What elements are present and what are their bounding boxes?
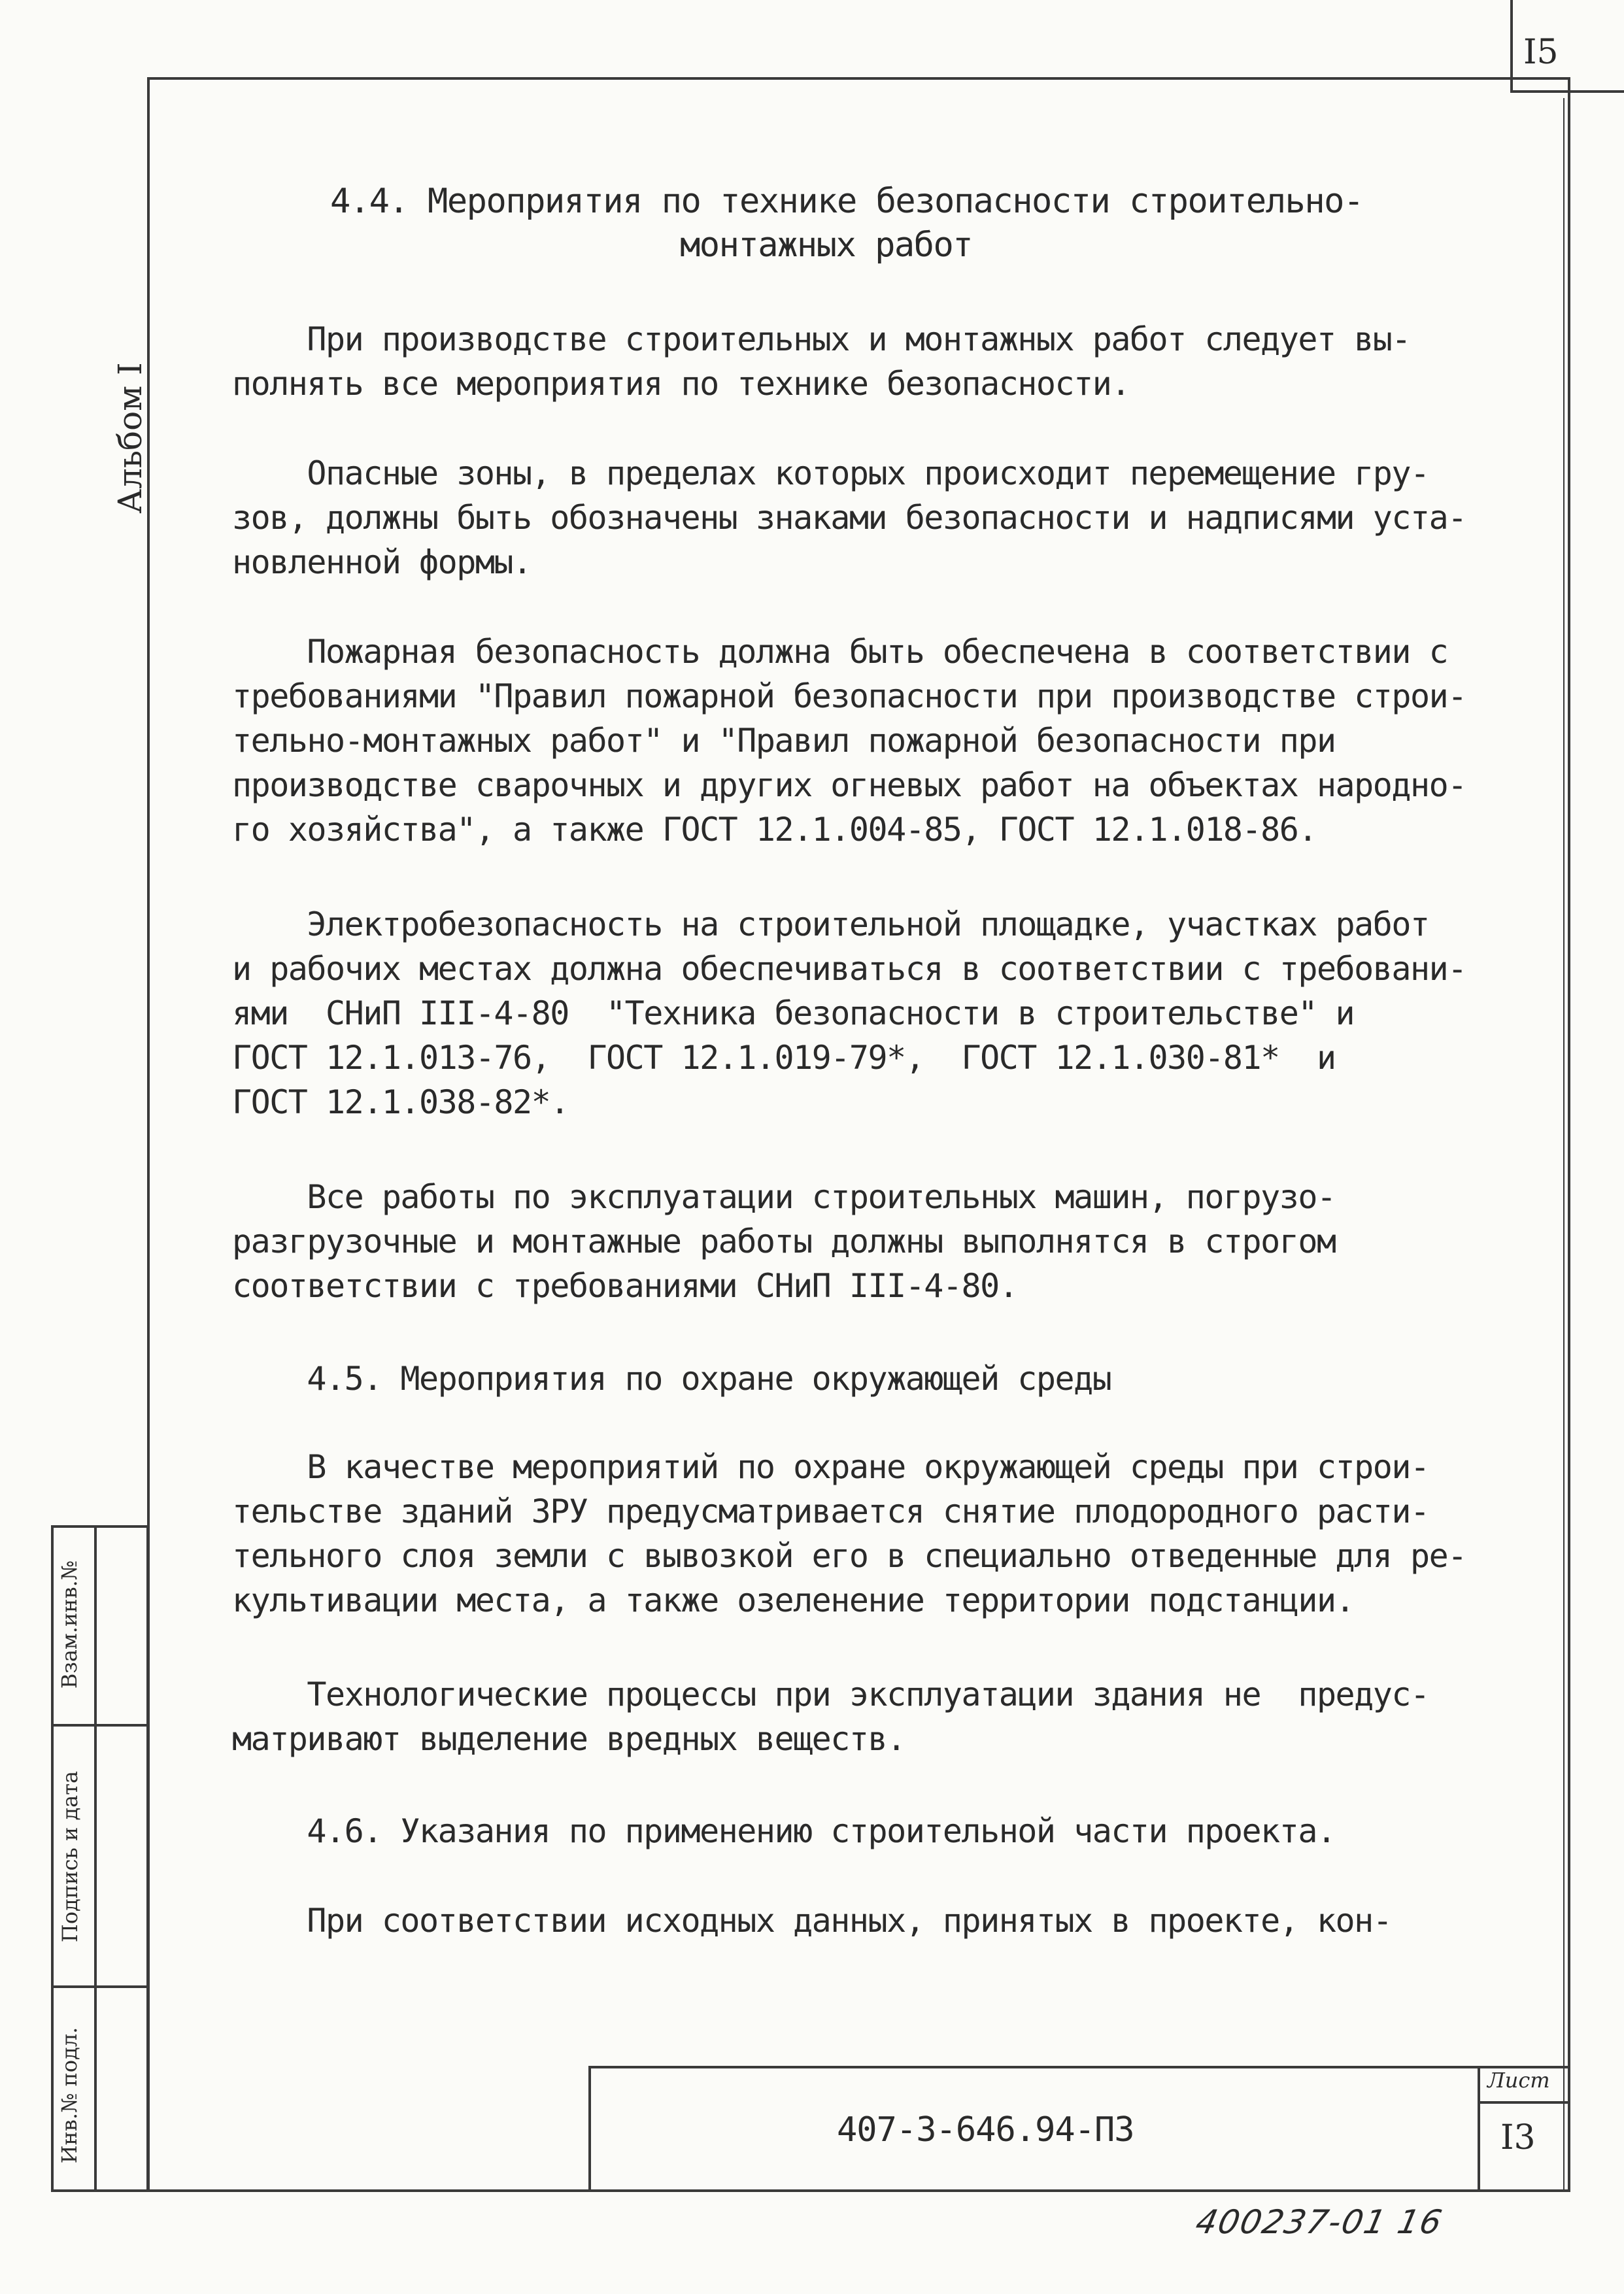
title-block-sheet-row bbox=[1478, 2101, 1568, 2104]
stamp-podpis-data: Подпись и дата bbox=[58, 1770, 82, 1943]
stamp-vzam-inv: Взам.инв.№ bbox=[57, 1560, 82, 1689]
handwritten-number: 400237-01 16 bbox=[1192, 2203, 1447, 2241]
paragraph-5: Все работы по эксплуатации строительных машин, погрузо- разгрузочные и монтажные работы должны выполнятся в строгом соответствии с требованиями СНиП III-4-80. bbox=[232, 1178, 1336, 1305]
title-block-divider bbox=[1478, 2068, 1480, 2189]
paragraph-3: Пожарная безопасность должна быть обеспечена в соответствии с требованиями "Правил пожарной безопасности при производстве строи- тельно-монтажных работ" и "Правил пожарной безопасности при производстве сварочных и других огневых работ на объектах народно- го хозяйства", а также ГОСТ 12.1.004-85, ГОСТ 12.1.018-86. bbox=[232, 633, 1466, 849]
doc-code: 407-3-646.94-ПЗ bbox=[837, 2110, 1134, 2150]
paragraph-1: При производстве строительных и монтажных работ следует вы- полнять все мероприятия по технике безопасности. bbox=[232, 320, 1410, 403]
stamp-inv-podl: Инв.№ подл. bbox=[57, 2027, 82, 2164]
frame-right-double bbox=[1563, 98, 1565, 2190]
paragraph-8: При соответствии исходных данных, принятых в проекте, кон- bbox=[232, 1902, 1392, 1940]
album-label: Альбом I bbox=[111, 362, 149, 514]
heading-4-6: 4.6. Указания по применению строительной части проекта. bbox=[232, 1812, 1336, 1850]
sheet-label: Лист bbox=[1487, 2068, 1550, 2093]
sheet-number: I3 bbox=[1500, 2118, 1536, 2157]
paragraph-6: В качестве мероприятий по охране окружающей среды при строи- тельстве зданий ЗРУ предусматривается снятие плодородного расти- тельного слоя земли с вывозкой его в специально отведенные для ре- культивации места, а также озеленение территории подстанции. bbox=[232, 1448, 1466, 1619]
paragraph-2: Опасные зоны, в пределах которых происходит перемещение гру- зов, должны быть обозначены знаками безопасности и надписями уста- новленной формы. bbox=[232, 454, 1466, 581]
side-stamp-divider bbox=[94, 1528, 97, 2189]
paragraph-4: Электробезопасность на строительной площадке, участках работ и рабочих местах должна обеспечиваться в соответствии с требовани- ями СНиП III-4-80 "Техника безопасности в строительстве" и ГОСТ 12.1.013-76, ГОСТ 12.1.019-79*, ГОСТ 12.1.030-81* и ГОСТ 12.1.038-82*. bbox=[232, 905, 1466, 1121]
heading-4-4-line2: монтажных работ bbox=[680, 226, 973, 265]
heading-4-5: 4.5. Мероприятия по охране окружающей среды bbox=[232, 1360, 1111, 1398]
heading-4-4-line1: 4.4. Мероприятия по технике безопасности строительно- bbox=[330, 182, 1363, 221]
corner-sheet-number: I5 bbox=[1523, 33, 1559, 72]
side-stamp-row1 bbox=[54, 1724, 146, 1727]
paragraph-7: Технологические процессы при эксплуатации здания не предус- матривают выделение вредных веществ. bbox=[232, 1676, 1429, 1758]
side-stamp-row2 bbox=[54, 1985, 146, 1988]
